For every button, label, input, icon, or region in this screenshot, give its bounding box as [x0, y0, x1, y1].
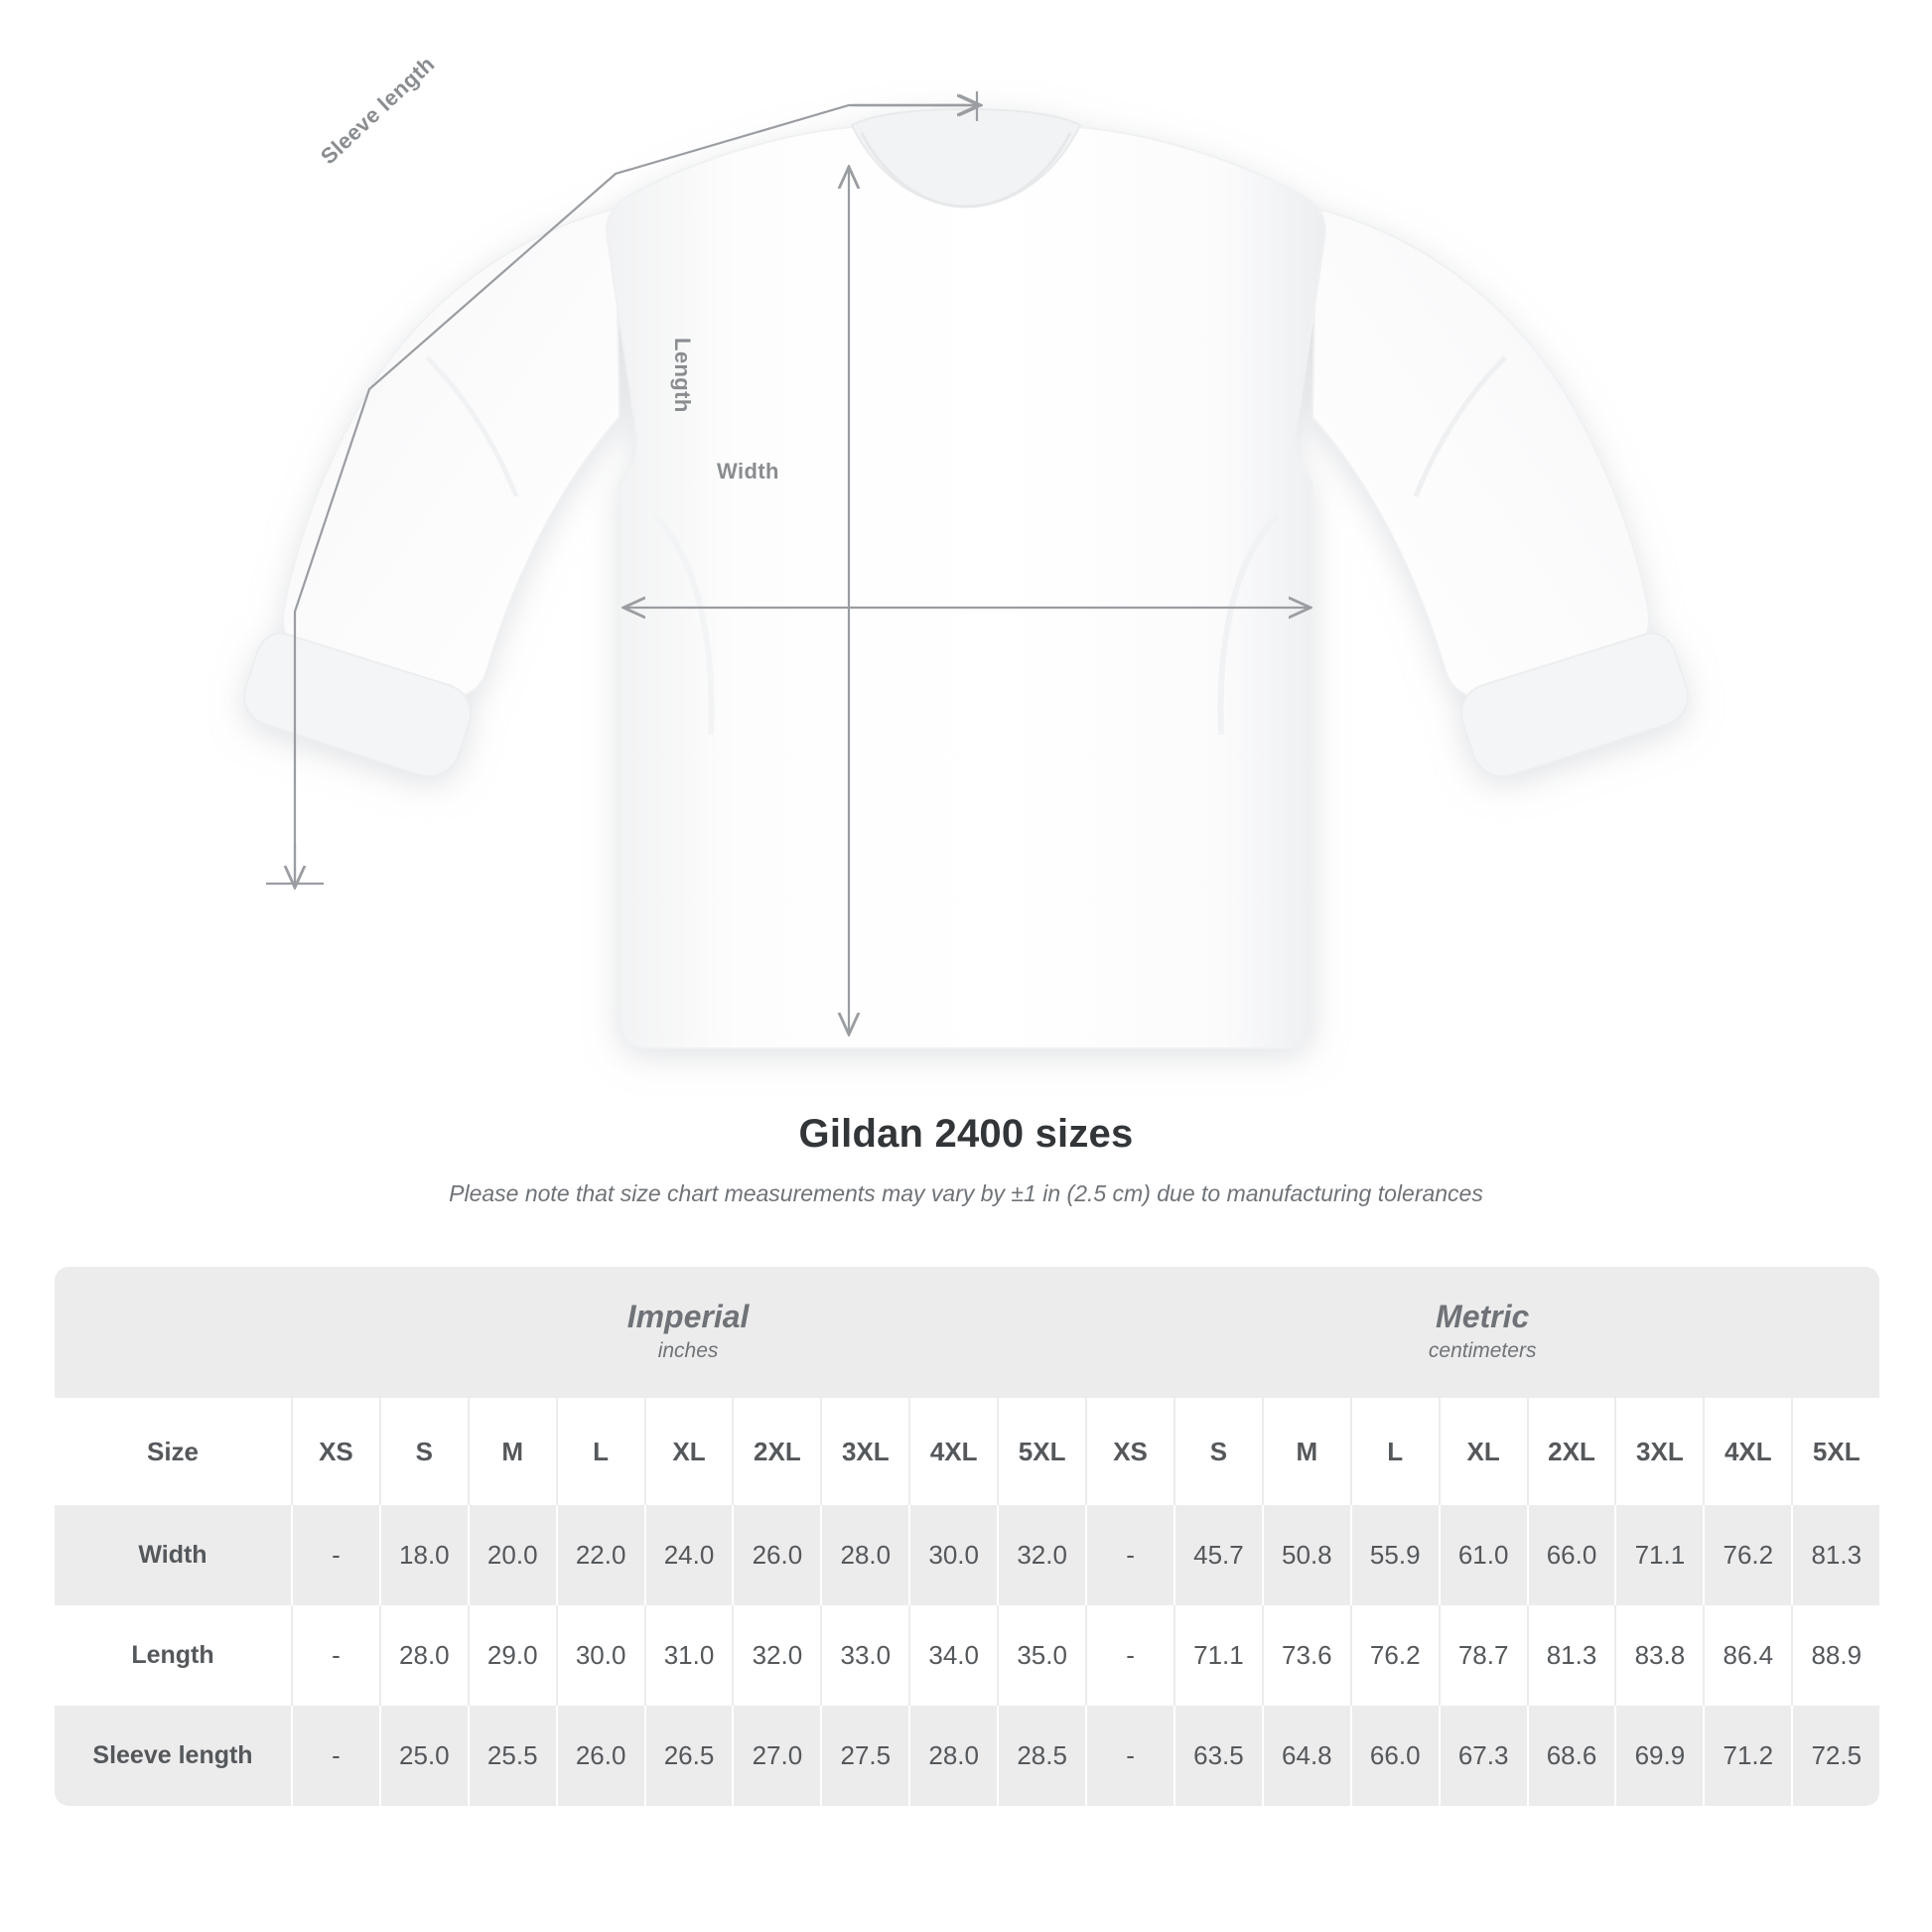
- cell-width-cm-xl: 61.0: [1439, 1505, 1527, 1605]
- cell-sleeve-in-xs: -: [291, 1706, 379, 1806]
- cell-width-in-2xl: 26.0: [732, 1505, 820, 1605]
- size-header-metric-4xl: 4XL: [1703, 1398, 1791, 1505]
- size-header-metric-xs: XS: [1085, 1398, 1173, 1505]
- cell-length-in-m: 29.0: [468, 1605, 556, 1706]
- row-label-width: Width: [55, 1505, 291, 1605]
- width-dimension-label: Width: [717, 459, 779, 483]
- unit-subtitle-metric: centimeters: [1428, 1338, 1537, 1362]
- cell-width-in-m: 20.0: [468, 1505, 556, 1605]
- cell-width-in-3xl: 28.0: [820, 1505, 908, 1605]
- unit-header-metric: [1085, 1267, 1879, 1398]
- cell-width-in-4xl: 30.0: [908, 1505, 997, 1605]
- cell-width-cm-l: 55.9: [1350, 1505, 1439, 1605]
- cell-width-in-xs: -: [291, 1505, 379, 1605]
- size-table: [55, 1267, 1879, 1806]
- cell-length-cm-m: 73.6: [1262, 1605, 1350, 1706]
- size-header-metric-2xl: 2XL: [1527, 1398, 1615, 1505]
- size-header-imperial-s: S: [379, 1398, 468, 1505]
- cell-length-cm-3xl: 83.8: [1614, 1605, 1703, 1706]
- unit-title-metric: Metric: [1436, 1298, 1530, 1334]
- cell-sleeve-in-4xl: 28.0: [908, 1706, 997, 1806]
- cell-width-in-5xl: 32.0: [997, 1505, 1085, 1605]
- cell-sleeve-in-s: 25.0: [379, 1706, 468, 1806]
- table-row-sleeve-length: [55, 1706, 1879, 1806]
- title-block: [0, 1112, 1932, 1207]
- size-header-metric-xl: XL: [1439, 1398, 1527, 1505]
- size-table-wrapper: [55, 1267, 1879, 1806]
- page-title: Gildan 2400 sizes: [798, 1112, 1134, 1156]
- size-label-cell: Size: [55, 1398, 291, 1505]
- cell-sleeve-in-m: 25.5: [468, 1706, 556, 1806]
- cell-length-in-5xl: 35.0: [997, 1605, 1085, 1706]
- length-dimension-label: Length: [670, 338, 695, 413]
- cell-sleeve-cm-m: 64.8: [1262, 1706, 1350, 1806]
- cell-length-in-s: 28.0: [379, 1605, 468, 1706]
- row-label-sleeve-length: Sleeve length: [55, 1706, 291, 1806]
- size-header-imperial-xs: XS: [291, 1398, 379, 1505]
- size-header-imperial-m: M: [468, 1398, 556, 1505]
- shirt-shape: [244, 109, 1688, 1048]
- size-header-imperial-5xl: 5XL: [997, 1398, 1085, 1505]
- cell-sleeve-in-5xl: 28.5: [997, 1706, 1085, 1806]
- unit-header-row: [55, 1267, 1879, 1398]
- cell-sleeve-in-3xl: 27.5: [820, 1706, 908, 1806]
- cell-width-in-xl: 24.0: [644, 1505, 733, 1605]
- cell-length-in-2xl: 32.0: [732, 1605, 820, 1706]
- cell-length-in-4xl: 34.0: [908, 1605, 997, 1706]
- cell-sleeve-in-2xl: 27.0: [732, 1706, 820, 1806]
- cell-length-cm-4xl: 86.4: [1703, 1605, 1791, 1706]
- size-header-imperial-4xl: 4XL: [908, 1398, 997, 1505]
- unit-subtitle-imperial: inches: [657, 1338, 719, 1362]
- cell-width-cm-3xl: 71.1: [1614, 1505, 1703, 1605]
- cell-width-cm-xs: -: [1085, 1505, 1173, 1605]
- tolerance-note: Please note that size chart measurements may vary by ±1 in (2.5 cm) due to manufacturing tolerances: [449, 1180, 1483, 1206]
- size-header-imperial-xl: XL: [644, 1398, 733, 1505]
- cell-length-cm-xl: 78.7: [1439, 1605, 1527, 1706]
- size-header-imperial-l: L: [556, 1398, 644, 1505]
- cell-sleeve-cm-2xl: 68.6: [1527, 1706, 1615, 1806]
- size-header-metric-3xl: 3XL: [1614, 1398, 1703, 1505]
- unit-title-imperial: Imperial: [626, 1298, 750, 1334]
- size-header-row: [55, 1398, 1879, 1505]
- cell-length-in-l: 30.0: [556, 1605, 644, 1706]
- cell-length-cm-s: 71.1: [1173, 1605, 1262, 1706]
- cell-sleeve-cm-4xl: 71.2: [1703, 1706, 1791, 1806]
- cell-width-cm-2xl: 66.0: [1527, 1505, 1615, 1605]
- cell-length-in-xs: -: [291, 1605, 379, 1706]
- cell-length-cm-5xl: 88.9: [1791, 1605, 1879, 1706]
- cell-sleeve-in-l: 26.0: [556, 1706, 644, 1806]
- cell-width-cm-4xl: 76.2: [1703, 1505, 1791, 1605]
- cell-sleeve-cm-3xl: 69.9: [1614, 1706, 1703, 1806]
- cell-length-in-xl: 31.0: [644, 1605, 733, 1706]
- cell-length-cm-xs: -: [1085, 1605, 1173, 1706]
- row-label-length: Length: [55, 1605, 291, 1706]
- cell-length-cm-2xl: 81.3: [1527, 1605, 1615, 1706]
- cell-width-cm-m: 50.8: [1262, 1505, 1350, 1605]
- cell-sleeve-cm-xl: 67.3: [1439, 1706, 1527, 1806]
- cell-sleeve-cm-s: 63.5: [1173, 1706, 1262, 1806]
- size-header-metric-m: M: [1262, 1398, 1350, 1505]
- table-row-width: [55, 1505, 1879, 1605]
- cell-sleeve-in-xl: 26.5: [644, 1706, 733, 1806]
- unit-header-imperial: [291, 1267, 1085, 1398]
- size-header-imperial-2xl: 2XL: [732, 1398, 820, 1505]
- size-header-metric-l: L: [1350, 1398, 1439, 1505]
- size-header-imperial-3xl: 3XL: [820, 1398, 908, 1505]
- cell-width-in-l: 22.0: [556, 1505, 644, 1605]
- cell-length-cm-l: 76.2: [1350, 1605, 1439, 1706]
- cell-width-cm-s: 45.7: [1173, 1505, 1262, 1605]
- table-row-length: [55, 1605, 1879, 1706]
- cell-sleeve-cm-5xl: 72.5: [1791, 1706, 1879, 1806]
- cell-width-cm-5xl: 81.3: [1791, 1505, 1879, 1605]
- cell-sleeve-cm-l: 66.0: [1350, 1706, 1439, 1806]
- cell-width-in-s: 18.0: [379, 1505, 468, 1605]
- sleeve-length-dimension-label: Sleeve length: [316, 51, 440, 170]
- size-header-metric-s: S: [1173, 1398, 1262, 1505]
- cell-length-in-3xl: 33.0: [820, 1605, 908, 1706]
- cell-sleeve-cm-xs: -: [1085, 1706, 1173, 1806]
- size-header-metric-5xl: 5XL: [1791, 1398, 1879, 1505]
- unit-header-spacer: [55, 1267, 291, 1398]
